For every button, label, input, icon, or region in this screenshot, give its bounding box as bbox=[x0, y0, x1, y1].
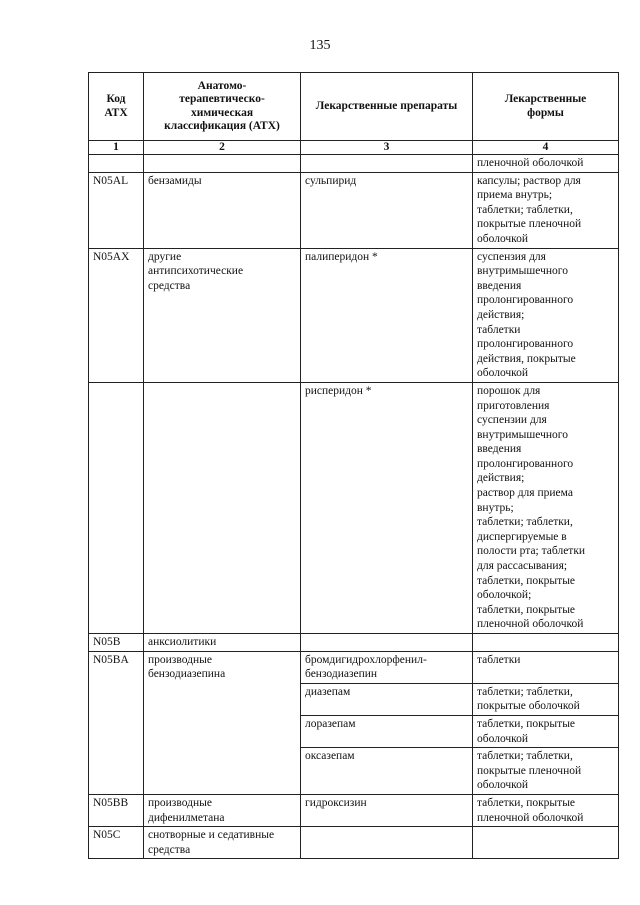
forms-cell-line: пленочной оболочкой bbox=[477, 618, 584, 631]
forms-cell-line: суспензия для bbox=[477, 250, 546, 263]
atc-code-cell bbox=[89, 382, 144, 633]
forms-cell-line: суспензии для bbox=[477, 414, 547, 427]
classification-cell-line: средства bbox=[148, 843, 191, 856]
atc-code-cell: N05AL bbox=[89, 172, 144, 248]
table-row bbox=[89, 155, 619, 173]
forms-cell bbox=[473, 248, 619, 382]
preparation-cell bbox=[301, 634, 473, 652]
forms-cell bbox=[473, 634, 619, 652]
preparation-cell bbox=[301, 172, 473, 248]
classification-cell-line: антипсихотические bbox=[148, 265, 244, 278]
forms-cell-line: покрытые пленочной bbox=[477, 764, 582, 777]
forms-cell-line: диспергируемые в bbox=[477, 530, 567, 543]
classification-cell-line: производные bbox=[148, 653, 212, 666]
forms-cell-line: для рассасывания; bbox=[477, 560, 568, 573]
forms-cell bbox=[473, 748, 619, 795]
preparation-cell bbox=[301, 683, 473, 715]
table-row bbox=[89, 248, 619, 382]
forms-cell bbox=[473, 683, 619, 715]
preparation-cell-line: оксазепам bbox=[305, 750, 355, 763]
forms-cell bbox=[473, 155, 619, 173]
forms-cell-line: полости рта; таблетки bbox=[477, 545, 586, 558]
forms-cell-line: оболочкой; bbox=[477, 589, 532, 602]
forms-cell bbox=[473, 794, 619, 826]
preparation-cell-line: сульпирид bbox=[305, 174, 357, 187]
forms-cell-line: пролонгированного bbox=[477, 338, 574, 351]
classification-cell bbox=[144, 634, 301, 652]
preparation-cell-line: гидроксизин bbox=[305, 796, 367, 809]
forms-cell-line: пролонгированного bbox=[477, 457, 574, 470]
classification-cell bbox=[144, 794, 301, 826]
forms-cell-line: оболочкой bbox=[477, 232, 529, 245]
header-code: Код АТХ bbox=[89, 73, 144, 141]
forms-cell bbox=[473, 172, 619, 248]
atc-code-cell: N05B bbox=[89, 634, 144, 652]
atc-code-cell: N05BB bbox=[89, 794, 144, 826]
preparation-cell bbox=[301, 827, 473, 859]
forms-cell-line: внутрь; bbox=[477, 501, 514, 514]
forms-cell-line: таблетки; таблетки, bbox=[477, 750, 573, 763]
classification-cell-line: снотворные и седативные bbox=[148, 829, 275, 842]
forms-cell bbox=[473, 827, 619, 859]
classification-cell bbox=[144, 248, 301, 382]
atc-code-cell: N05C bbox=[89, 827, 144, 859]
forms-cell-line: капсулы; раствор для bbox=[477, 174, 581, 187]
table-header-row bbox=[89, 73, 619, 141]
forms-cell-line: таблетки; таблетки, bbox=[477, 685, 573, 698]
forms-cell-line: приготовления bbox=[477, 399, 550, 412]
forms-cell-line: пленочной оболочкой bbox=[477, 811, 584, 824]
classification-cell bbox=[144, 651, 301, 794]
forms-cell-line: пленочной оболочкой bbox=[477, 157, 584, 169]
forms-cell-line: раствор для приема bbox=[477, 487, 573, 500]
atc-code-cell: N05AX bbox=[89, 248, 144, 382]
forms-cell-line: действия; bbox=[477, 472, 525, 485]
preparation-cell-line: палиперидон * bbox=[305, 250, 378, 263]
forms-cell-line: оболочкой bbox=[477, 732, 529, 745]
preparation-cell bbox=[301, 155, 473, 173]
forms-cell-line: внутримышечного bbox=[477, 428, 568, 441]
table-row bbox=[89, 794, 619, 826]
atc-code-cell: N05BA bbox=[89, 651, 144, 794]
column-number: 2 bbox=[144, 141, 301, 155]
forms-cell-line: таблетки, покрытые bbox=[477, 796, 576, 809]
preparation-cell bbox=[301, 715, 473, 747]
preparation-cell-line: бромдигидрохлорфенил- bbox=[305, 653, 427, 666]
column-number: 1 bbox=[89, 141, 144, 155]
classification-cell-line: бензодиазепина bbox=[148, 668, 226, 681]
forms-cell-line: покрытые оболочкой bbox=[477, 700, 580, 713]
header-classification: Анатомо- терапевтическо- химическая классификация (АТХ) bbox=[144, 73, 301, 141]
classification-cell bbox=[144, 827, 301, 859]
forms-cell-line: пролонгированного bbox=[477, 294, 574, 307]
forms-cell-line: таблетки bbox=[477, 653, 521, 666]
column-number-row bbox=[89, 141, 619, 155]
forms-cell-line: действия; bbox=[477, 308, 525, 321]
preparation-cell bbox=[301, 248, 473, 382]
classification-cell bbox=[144, 172, 301, 248]
preparation-cell bbox=[301, 748, 473, 795]
forms-cell-line: оболочкой bbox=[477, 367, 529, 380]
forms-cell bbox=[473, 715, 619, 747]
forms-cell-line: таблетки, покрытые bbox=[477, 574, 576, 587]
preparation-cell bbox=[301, 382, 473, 633]
preparation-cell-line: лоразепам bbox=[305, 717, 356, 730]
atc-code-cell bbox=[89, 155, 144, 173]
column-number: 4 bbox=[473, 141, 619, 155]
preparation-cell bbox=[301, 794, 473, 826]
forms-cell-line: введения bbox=[477, 279, 522, 292]
forms-cell-line: таблетки, покрытые bbox=[477, 603, 576, 616]
atc-drug-table bbox=[88, 72, 619, 859]
forms-cell-line: действия, покрытые bbox=[477, 352, 576, 365]
forms-cell-line: таблетки; таблетки, bbox=[477, 203, 573, 216]
preparation-cell-line: бензодиазепин bbox=[305, 668, 378, 681]
forms-cell-line: введения bbox=[477, 443, 522, 456]
forms-cell-line: таблетки, покрытые bbox=[477, 717, 576, 730]
preparation-cell-line: диазепам bbox=[305, 685, 351, 698]
table-row bbox=[89, 172, 619, 248]
classification-cell-line: дифенилметана bbox=[148, 811, 225, 824]
classification-cell-line: другие bbox=[148, 250, 182, 263]
classification-cell bbox=[144, 382, 301, 633]
column-number: 3 bbox=[301, 141, 473, 155]
forms-cell-line: таблетки; таблетки, bbox=[477, 516, 573, 529]
header-preparations: Лекарственные препараты bbox=[301, 73, 473, 141]
classification-cell-line: производные bbox=[148, 796, 212, 809]
table-row bbox=[89, 827, 619, 859]
forms-cell-line: приема внутрь; bbox=[477, 189, 553, 202]
table-row bbox=[89, 651, 619, 683]
forms-cell bbox=[473, 382, 619, 633]
classification-cell bbox=[144, 155, 301, 173]
table-row bbox=[89, 382, 619, 633]
preparation-cell bbox=[301, 651, 473, 683]
preparation-cell-line: рисперидон * bbox=[305, 384, 372, 397]
classification-cell-line: бензамиды bbox=[148, 174, 202, 187]
forms-cell-line: порошок для bbox=[477, 384, 541, 397]
forms-cell-line: таблетки bbox=[477, 323, 521, 336]
classification-cell-line: средства bbox=[148, 279, 191, 292]
classification-cell-line: анксиолитики bbox=[148, 636, 217, 648]
forms-cell-line: покрытые пленочной bbox=[477, 218, 582, 231]
header-forms: Лекарственные формы bbox=[473, 73, 619, 141]
table-row bbox=[89, 634, 619, 652]
forms-cell bbox=[473, 651, 619, 683]
forms-cell-line: внутримышечного bbox=[477, 265, 568, 278]
page-number: 135 bbox=[309, 38, 331, 53]
forms-cell-line: оболочкой bbox=[477, 779, 529, 792]
